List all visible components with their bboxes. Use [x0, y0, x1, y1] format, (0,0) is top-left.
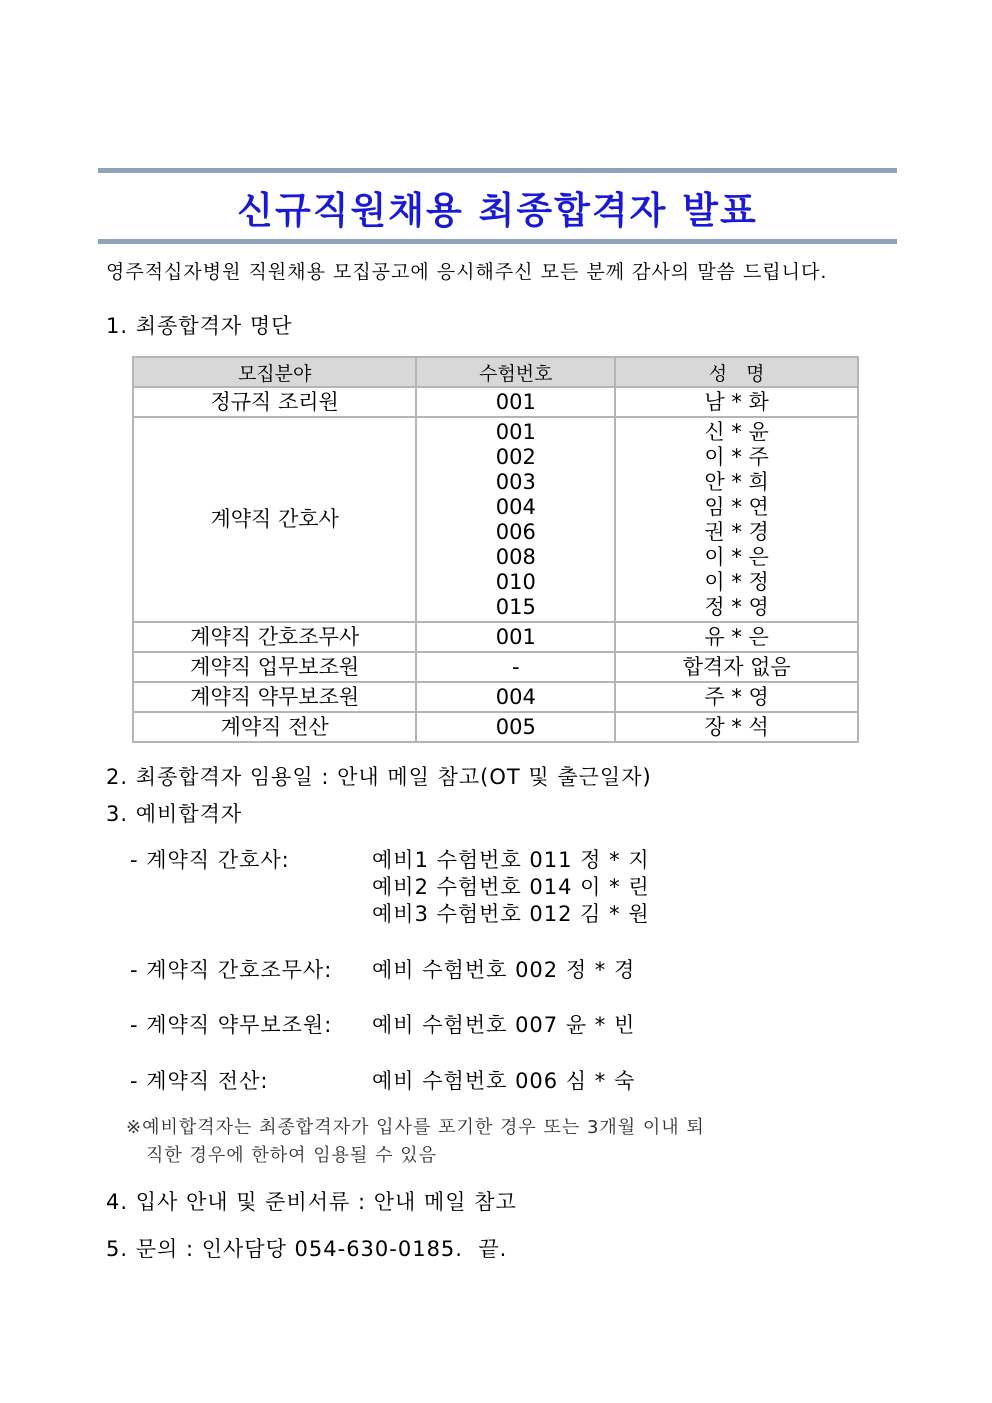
- row-name: 남 * 화: [615, 387, 858, 417]
- reserve-pharm-value: 예비 수험번호 007 윤 * 빈: [372, 1013, 636, 1037]
- row-name: 안 * 희: [704, 469, 769, 494]
- reserve-nurse-line: 예비1 수험번호 011 정 * 지: [372, 848, 650, 872]
- reserve-it-label: - 계약직 전산:: [130, 1069, 269, 1093]
- row-numbers: [416, 417, 615, 622]
- reserve-aide-label: - 계약직 간호조무사:: [130, 958, 333, 982]
- reserve-it-value: 예비 수험번호 006 심 * 숙: [372, 1069, 636, 1093]
- row-name: 유 * 은: [615, 622, 858, 652]
- row-name: 정 * 영: [704, 594, 769, 619]
- row-number: 002: [495, 444, 536, 469]
- row-name: 권 * 경: [704, 519, 769, 544]
- row-field: 계약직 업무보조원: [133, 652, 416, 682]
- row-number: 004: [416, 682, 615, 712]
- table-row: [133, 622, 858, 652]
- note-line: ※예비합격자는 최종합격자가 입사를 포기한 경우 또는 3개월 이내 퇴: [126, 1117, 705, 1138]
- table-row: [133, 682, 858, 712]
- row-name: 임 * 연: [704, 494, 769, 519]
- table-header-row: [133, 357, 858, 387]
- row-field: 계약직 전산: [133, 712, 416, 742]
- row-name: 이 * 주: [704, 444, 769, 469]
- table-row: [133, 417, 858, 622]
- results-table: [132, 356, 859, 743]
- row-number: 003: [495, 469, 536, 494]
- row-number: 001: [416, 622, 615, 652]
- row-number: -: [416, 652, 615, 682]
- reserve-nurse-line: 예비3 수험번호 012 김 * 원: [372, 902, 650, 926]
- row-name: 주 * 영: [615, 682, 858, 712]
- page-title: 신규직원채용 최종합격자 발표: [237, 189, 758, 232]
- reserve-nurse-line: 예비2 수험번호 014 이 * 린: [372, 875, 650, 899]
- reserve-aide-value: 예비 수험번호 002 정 * 경: [372, 958, 636, 982]
- note-line: 직한 경우에 한하여 임용될 수 있음: [146, 1145, 438, 1166]
- reserve-pharm-label: - 계약직 약무보조원:: [130, 1013, 333, 1037]
- row-number: 010: [495, 569, 536, 594]
- row-field: 정규직 조리원: [133, 387, 416, 417]
- section-1-heading: 1. 최종합격자 명단: [106, 314, 293, 338]
- title-bottom-rule: [98, 239, 897, 244]
- row-names: [615, 417, 858, 622]
- row-number: 001: [495, 419, 536, 444]
- row-name: 이 * 정: [704, 569, 769, 594]
- reserve-note: [126, 1114, 705, 1170]
- row-field: 계약직 간호조무사: [133, 622, 416, 652]
- reserve-nurse-label: - 계약직 간호사:: [130, 848, 290, 872]
- row-name: 장 * 석: [615, 712, 858, 742]
- row-number: 008: [495, 544, 536, 569]
- section-2-heading: 2. 최종합격자 임용일 : 안내 메일 참고(OT 및 출근일자): [106, 765, 652, 789]
- row-field: 계약직 약무보조원: [133, 682, 416, 712]
- intro-text: 영주적십자병원 직원채용 모집공고에 응시해주신 모든 분께 감사의 말씀 드립니다.: [106, 261, 828, 283]
- table-row: [133, 712, 858, 742]
- row-number: 015: [495, 594, 536, 619]
- section-4-heading: 4. 입사 안내 및 준비서류 : 안내 메일 참고: [106, 1190, 517, 1214]
- row-field: 계약직 간호사: [133, 417, 416, 622]
- header-number: 수험번호: [416, 357, 615, 387]
- table-row: [133, 652, 858, 682]
- header-field: 모집분야: [133, 357, 416, 387]
- row-number: 001: [416, 387, 615, 417]
- row-name: 신 * 윤: [704, 419, 769, 444]
- row-number: 006: [495, 519, 536, 544]
- row-number: 004: [495, 494, 536, 519]
- row-name: 합격자 없음: [615, 652, 858, 682]
- header-name: 성 명: [615, 357, 858, 387]
- row-name: 이 * 은: [704, 544, 769, 569]
- section-5-heading: 5. 문의 : 인사담당 054-630-0185. 끝.: [106, 1237, 508, 1261]
- row-number: 005: [416, 712, 615, 742]
- title-top-rule: [98, 168, 897, 173]
- section-3-heading: 3. 예비합격자: [106, 802, 243, 826]
- table-row: [133, 387, 858, 417]
